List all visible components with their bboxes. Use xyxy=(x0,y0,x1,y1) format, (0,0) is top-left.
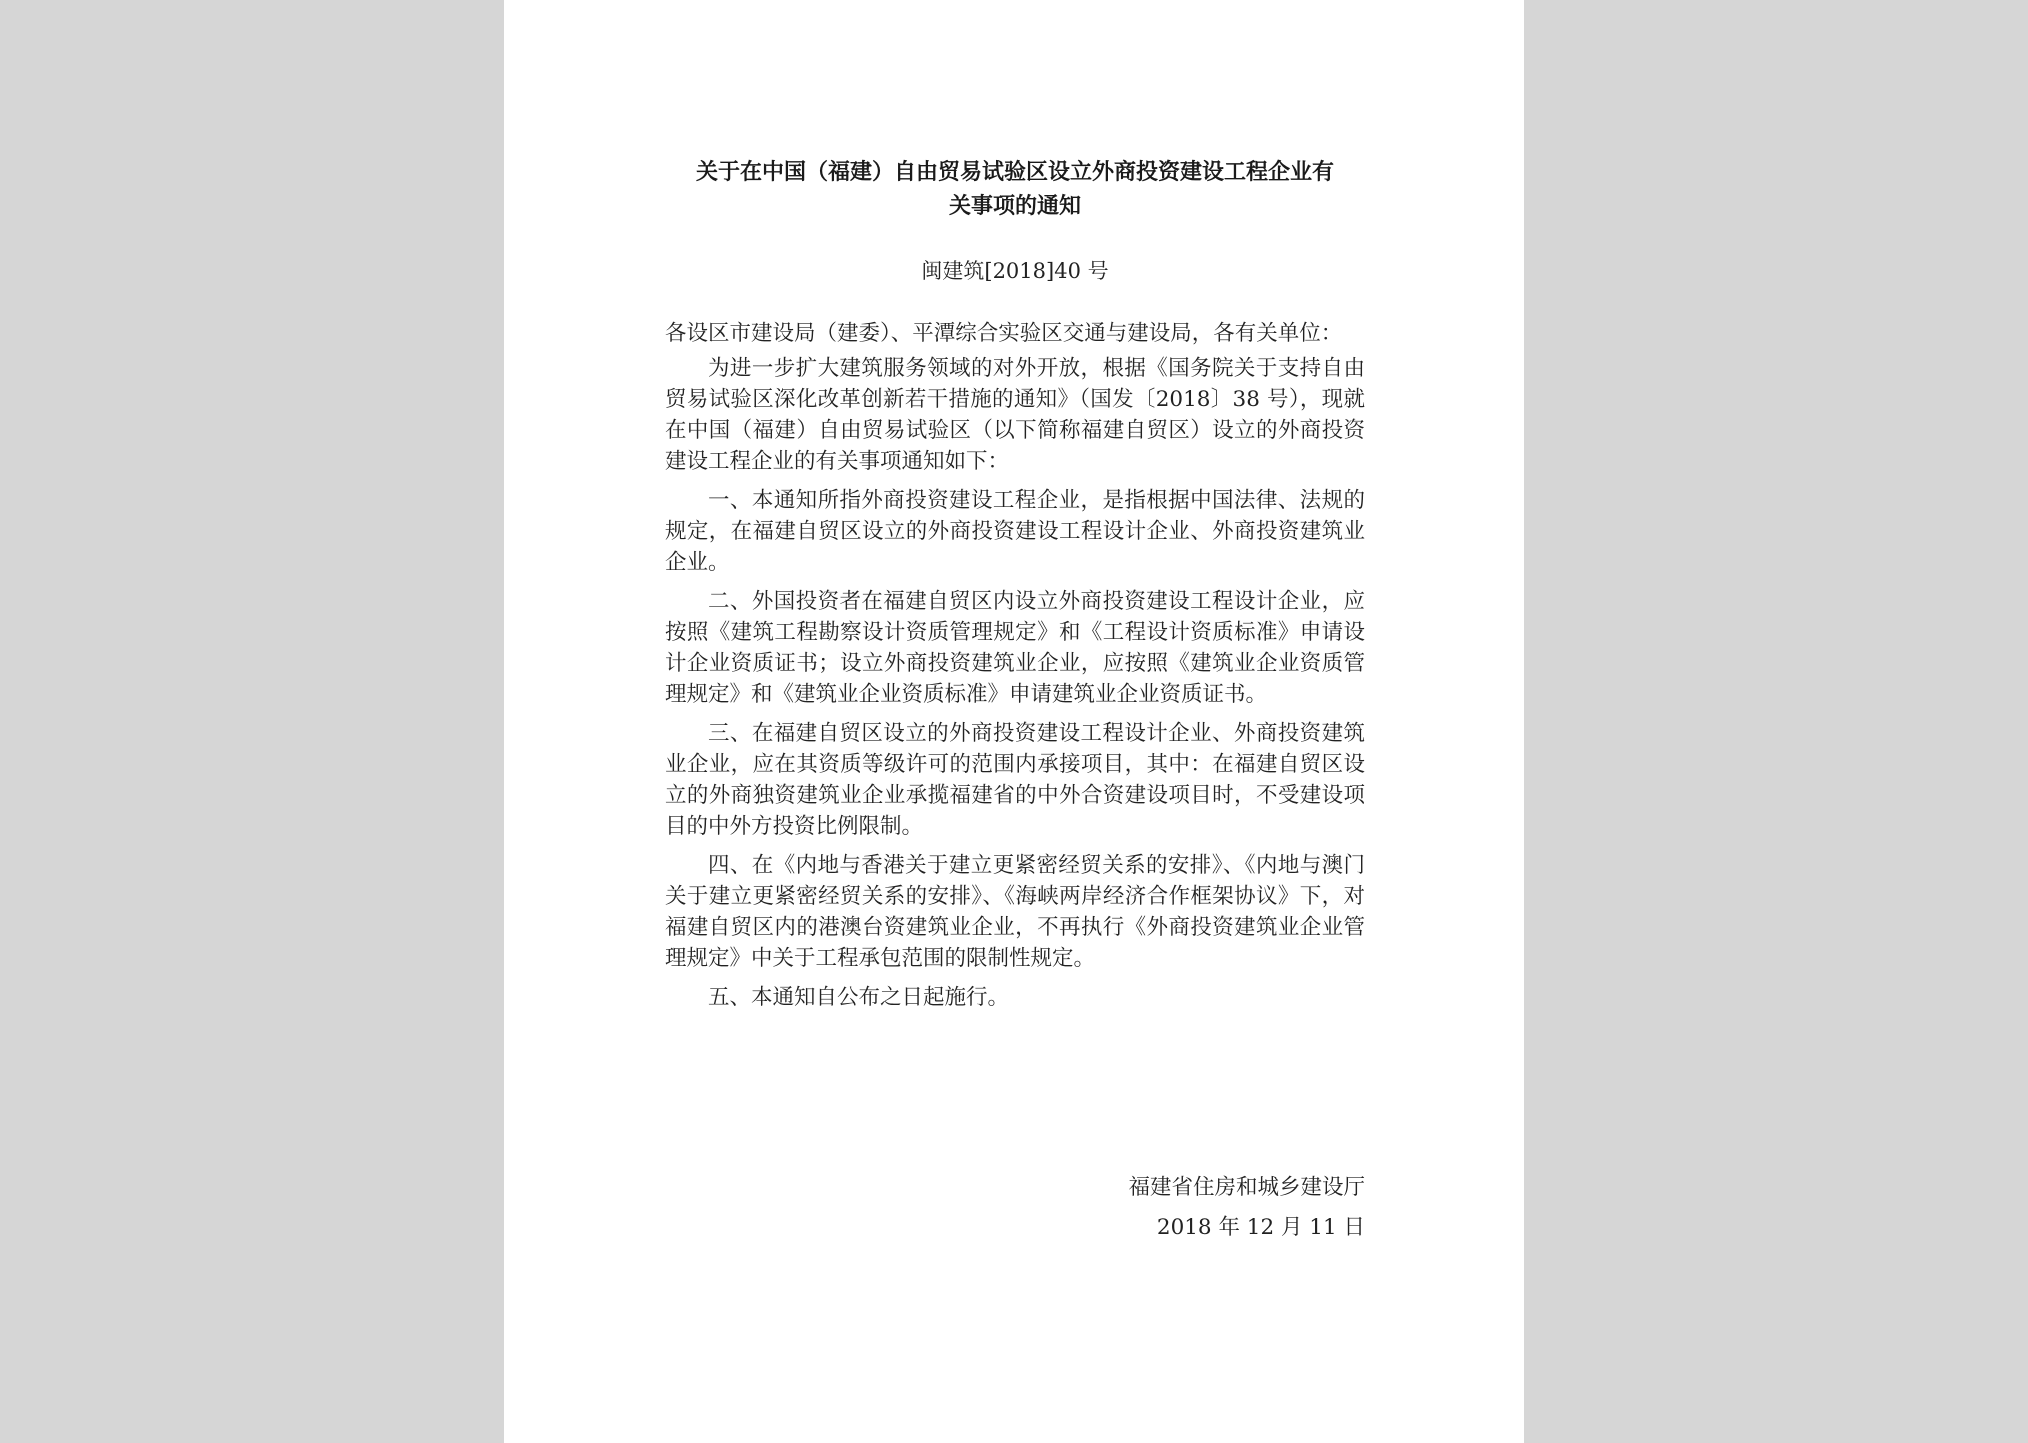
issuer-name: 福建省住房和城乡建设厅 xyxy=(1128,1175,1365,1200)
paragraph-item-3: 三、在福建自贸区设立的外商投资建设工程设计企业、外商投资建筑业企业，应在其资质等级许可的范围内承接项目，其中：在福建自贸区设立的外商独资建筑业企业承揽福建省的中外合资建设项目时，不受建设项目的中外方投资比例限制。 xyxy=(665,721,1365,839)
paragraph-intro: 为进一步扩大建筑服务领域的对外开放，根据《国务院关于支持自由贸易试验区深化改革创新若干措施的通知》（国发〔2018〕38 号），现就在中国（福建）自由贸易试验区（以下简称福建自贸区）设立的外商投资建设工程企业的有关事项通知如下： xyxy=(665,356,1365,474)
document-body xyxy=(665,318,1365,1021)
title-line-2: 关事项的通知 xyxy=(948,194,1081,219)
paragraph-item-1: 一、本通知所指外商投资建设工程企业，是指根据中国法律、法规的规定，在福建自贸区设立的外商投资建设工程设计企业、外商投资建筑业企业。 xyxy=(665,488,1365,575)
document-number: 闽建筑[2018]40 号 xyxy=(921,259,1109,283)
document-title xyxy=(665,156,1365,224)
paragraph-item-4: 四、在《内地与香港关于建立更紧密经贸关系的安排》、《内地与澳门关于建立更紧密经贸关系的安排》、《海峡两岸经济合作框架协议》下，对福建自贸区内的港澳台资建筑业企业，不再执行《外商投资建筑业企业管理规定》中关于工程承包范围的限制性规定。 xyxy=(665,853,1365,971)
title-line-1: 关于在中国（福建）自由贸易试验区设立外商投资建设工程企业有 xyxy=(695,160,1334,185)
salutation: 各设区市建设局（建委）、平潭综合实验区交通与建设局，各有关单位： xyxy=(665,321,1343,346)
signature-block xyxy=(1128,1168,1365,1248)
issue-date: 2018 年 12 月 11 日 xyxy=(1156,1215,1365,1240)
document-page xyxy=(504,0,1524,1443)
paragraph-item-5: 五、本通知自公布之日起施行。 xyxy=(708,985,1010,1010)
paragraph-item-2: 二、外国投资者在福建自贸区内设立外商投资建设工程设计企业，应按照《建筑工程勘察设计资质管理规定》和《工程设计资质标准》申请设计企业资质证书；设立外商投资建筑业企业，应按照《建筑业企业资质管理规定》和《建筑业企业资质标准》申请建筑业企业资质证书。 xyxy=(665,589,1365,707)
